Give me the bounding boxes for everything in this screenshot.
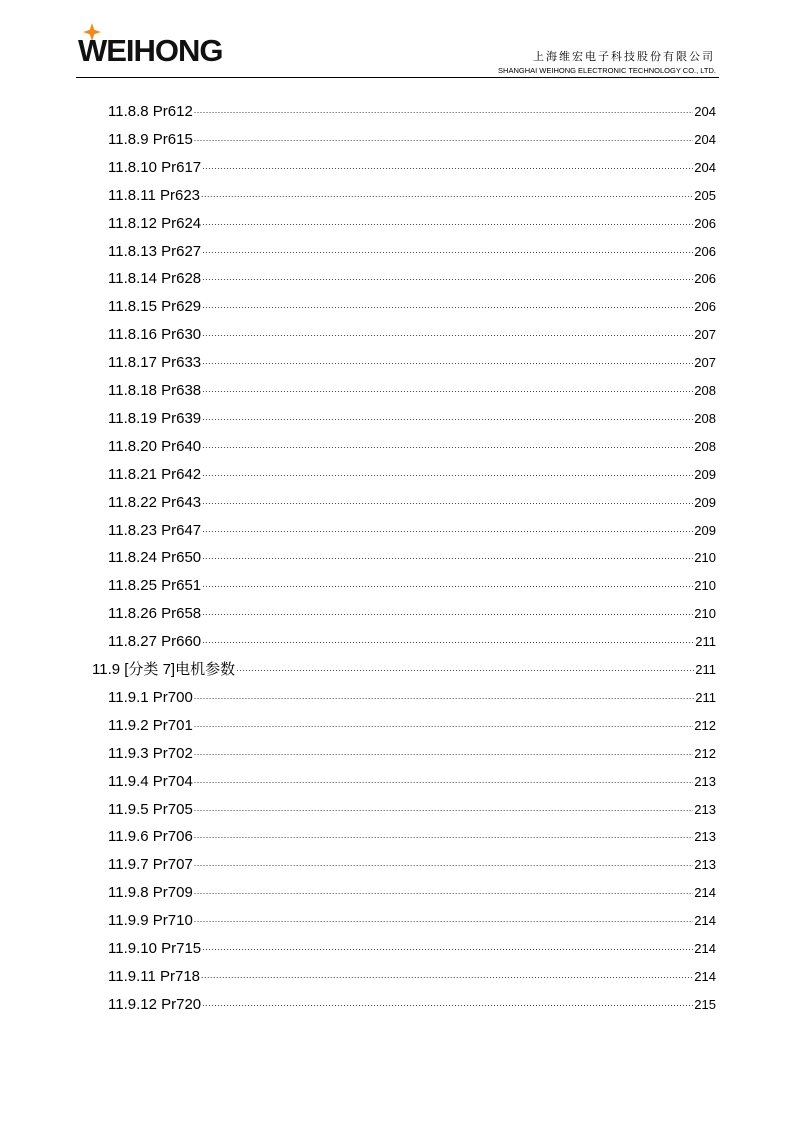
toc-entry-label: 11.8.15 Pr629 [108,298,202,315]
toc-leader-dots [202,380,693,398]
toc-leader-dots [202,296,693,314]
toc-leader-dots [202,547,693,565]
toc-entry-page: 204 [694,104,716,119]
toc-leader-dots [202,603,693,621]
toc-entry-page: 206 [694,271,716,286]
toc-leader-dots [202,994,693,1012]
toc-entry-page: 207 [694,355,716,370]
toc-entry-page: 210 [694,578,716,593]
toc-leader-dots [202,241,693,259]
toc-leader-dots [202,352,693,370]
toc-entry[interactable] [108,268,716,288]
toc-entry[interactable] [108,603,716,623]
toc-entry-label: 11.9.2 Pr701 [108,717,193,734]
toc-leader-dots [194,882,694,900]
toc-leader-dots [202,631,694,649]
toc-entry-page: 214 [694,913,716,928]
toc-entry-label: 11.8.10 Pr617 [108,159,202,176]
toc-entry-page: 212 [694,746,716,761]
toc-entry-page: 204 [694,160,716,175]
toc-entry-label: 11.8.16 Pr630 [108,326,202,343]
toc-entry-page: 215 [694,997,716,1012]
toc-entry-page: 213 [694,774,716,789]
toc-entry-label: 11.8.12 Pr624 [108,215,202,232]
toc-entry[interactable] [108,101,716,121]
toc-entry-page: 209 [694,495,716,510]
toc-entry[interactable] [108,799,716,819]
toc-leader-dots [201,966,693,984]
toc-entry-label: 11.9.11 Pr718 [108,968,201,985]
toc-entry-label: 11.8.26 Pr658 [108,605,202,622]
toc-entry[interactable] [108,436,716,456]
toc-entry-label: 11.9 [分类 7]电机参数 [92,661,236,678]
toc-entry-label: 11.9.10 Pr715 [108,940,202,957]
toc-leader-dots [202,492,693,510]
toc-entry-page: 212 [694,718,716,733]
toc-entry[interactable] [108,994,716,1014]
toc-entry-label: 11.9.8 Pr709 [108,884,193,901]
toc-entry-page: 207 [694,327,716,342]
toc-entry-label: 11.8.27 Pr660 [108,633,202,650]
toc-entry-label: 11.8.8 Pr612 [108,103,193,120]
toc-entry-label: 11.9.4 Pr704 [108,773,193,790]
toc-entry-label: 11.8.25 Pr651 [108,577,202,594]
toc-entry[interactable] [108,213,716,233]
toc-entry-page: 208 [694,439,716,454]
toc-entry[interactable] [108,157,716,177]
toc-entry[interactable] [108,966,716,986]
toc-entry[interactable] [108,743,716,763]
toc-entry[interactable] [108,631,716,651]
page-header [0,0,793,80]
toc-leader-dots [194,687,694,705]
toc-entry-page: 209 [694,523,716,538]
toc-entry[interactable] [108,575,716,595]
toc-entry-label: 11.8.22 Pr643 [108,494,202,511]
company-logo: WEIHONG [78,33,223,68]
toc-leader-dots [194,854,694,872]
toc-leader-dots [194,826,694,844]
toc-entry-label: 11.9.1 Pr700 [108,689,193,706]
toc-entry-page: 210 [694,550,716,565]
toc-entry-page: 211 [695,690,716,705]
toc-entry[interactable] [108,910,716,930]
toc-entry-page: 204 [694,132,716,147]
toc-entry-page: 211 [695,662,716,677]
toc-entry[interactable] [108,715,716,735]
toc-leader-dots [202,157,693,175]
toc-leader-dots [194,799,694,817]
toc-entry[interactable] [108,129,716,149]
toc-leader-dots [194,129,694,147]
toc-entry-page: 206 [694,244,716,259]
toc-entry-page: 208 [694,411,716,426]
toc-entry-page: 213 [694,802,716,817]
toc-entry[interactable] [108,408,716,428]
toc-leader-dots [202,520,693,538]
toc-leader-dots [202,938,693,956]
toc-leader-dots [202,268,693,286]
toc-leader-dots [202,575,693,593]
toc-entry-label: 11.8.23 Pr647 [108,522,202,539]
toc-entry-page: 205 [694,188,716,203]
toc-entry[interactable] [108,464,716,484]
header-divider [76,77,719,78]
toc-entry[interactable] [108,547,716,567]
toc-leader-dots [194,771,694,789]
toc-leader-dots [202,213,693,231]
toc-entry-label: 11.8.17 Pr633 [108,354,202,371]
toc-entry[interactable] [108,380,716,400]
toc-entry-label: 11.8.9 Pr615 [108,131,193,148]
toc-entry[interactable] [92,659,716,679]
toc-entry-page: 214 [694,885,716,900]
toc-leader-dots [236,659,694,677]
toc-entry-label: 11.9.3 Pr702 [108,745,193,762]
company-name-cn: 上海维宏电子科技股份有限公司 [533,50,715,63]
toc-entry-page: 214 [694,969,716,984]
toc-leader-dots [202,324,693,342]
toc-entry-label: 11.8.14 Pr628 [108,270,202,287]
toc-entry[interactable] [108,938,716,958]
toc-entry-page: 209 [694,467,716,482]
toc-entry[interactable] [108,492,716,512]
toc-entry[interactable] [108,352,716,372]
toc-entry-label: 11.9.5 Pr705 [108,801,193,818]
toc-entry[interactable] [108,771,716,791]
toc-entry-page: 213 [694,829,716,844]
toc-entry-page: 210 [694,606,716,621]
toc-entry-label: 11.9.6 Pr706 [108,828,193,845]
toc-entry-label: 11.8.18 Pr638 [108,382,202,399]
toc-leader-dots [202,436,693,454]
company-name-en: SHANGHAI WEIHONG ELECTRONIC TECHNOLOGY CO., LTD. [498,66,716,75]
toc-entry[interactable] [108,687,716,707]
toc-leader-dots [202,464,693,482]
toc-leader-dots [194,910,694,928]
toc-entry-page: 213 [694,857,716,872]
toc-entry[interactable] [108,882,716,902]
toc-entry-label: 11.9.9 Pr710 [108,912,193,929]
toc-entry-label: 11.8.11 Pr623 [108,187,201,204]
toc-entry-page: 211 [695,634,716,649]
toc-entry-label: 11.9.12 Pr720 [108,996,202,1013]
toc-entry[interactable] [108,185,716,205]
toc-entry-label: 11.8.24 Pr650 [108,549,202,566]
toc-leader-dots [201,185,693,203]
toc-entry[interactable] [108,520,716,540]
toc-entry-page: 214 [694,941,716,956]
toc-entry-page: 206 [694,299,716,314]
toc-entry[interactable] [108,296,716,316]
toc-entry[interactable] [108,854,716,874]
toc-leader-dots [194,101,694,119]
toc-entry-label: 11.8.13 Pr627 [108,243,202,260]
toc-entry-page: 208 [694,383,716,398]
toc-entry-label: 11.8.20 Pr640 [108,438,202,455]
toc-leader-dots [194,743,694,761]
toc-entry-label: 11.8.19 Pr639 [108,410,202,427]
toc-entry[interactable] [108,324,716,344]
toc-entry-page: 206 [694,216,716,231]
toc-entry[interactable] [108,241,716,261]
toc-leader-dots [202,408,693,426]
toc-entry-label: 11.9.7 Pr707 [108,856,193,873]
toc-entry[interactable] [108,826,716,846]
toc-entry-label: 11.8.21 Pr642 [108,466,202,483]
toc-leader-dots [194,715,694,733]
